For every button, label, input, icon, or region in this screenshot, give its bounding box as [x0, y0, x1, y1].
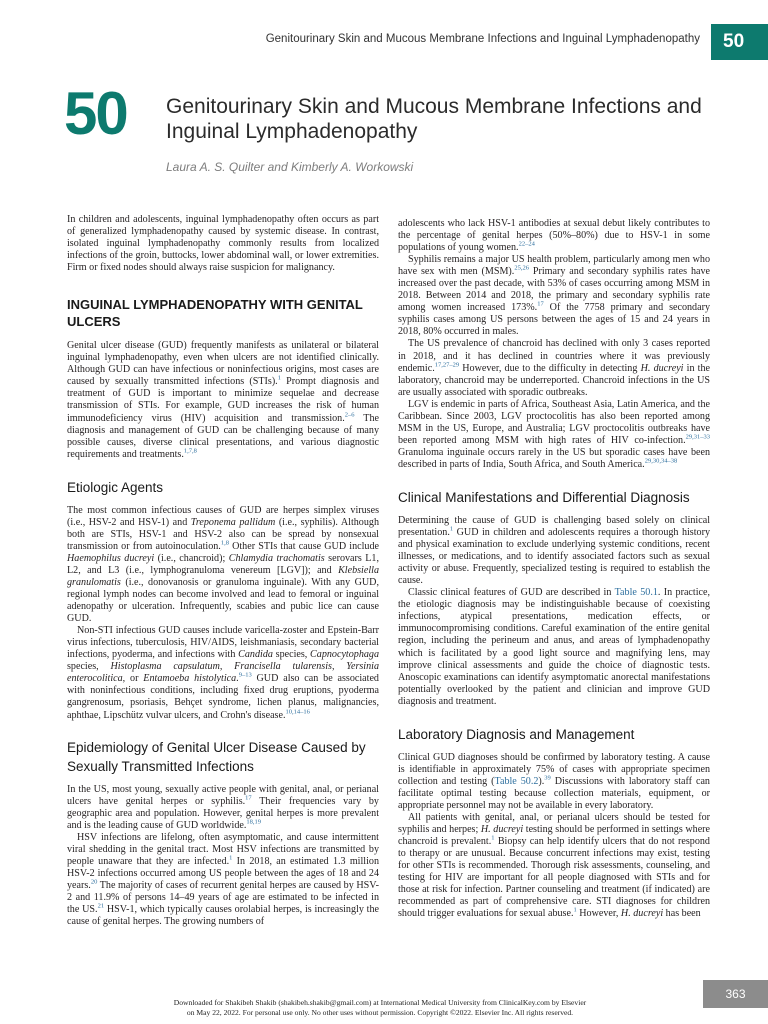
- citation-link[interactable]: 1: [277, 375, 281, 383]
- chapter-number: 50: [64, 80, 127, 147]
- syphilis-paragraph: Syphilis remains a major US health problem, particularly among men who have sex with men (MSM).$^{25,26}$ Primary and secondary syphilis rates have increased over the past decade, with 53% of cases occurring among MSM in 2018. Between 2014 and 2018, the primary and secondary syphilis rate among women increased 173%.$^{17}$ Of the 7758 primary and secondary syphilis cases among US persons between the ages of 15 and 24 years in 2018, 80% occurred in males.: [398, 254, 710, 338]
- footer-line-2: on May 22, 2022. For personal use only. No other uses without permission. Copyright ©2022. Elsevier Inc. All rights reserved.: [186, 1007, 574, 1017]
- citation-link[interactable]: 17: [537, 300, 544, 308]
- citation-link[interactable]: 1,7,8: [183, 447, 197, 455]
- etiologic-paragraph-2: Non-STI infectious GUD causes include varicella-zoster and Epstein-Barr virus infections, tuberculosis, HIV/AIDS, leishmaniasis, secondary bacterial infections, pyoderma, and infections with Candida species, Capnocytophaga species, Histoplasma capsulatum, Francisella tularensis, Yersinia enterocolitica, or Entamoeba histolytica.$^{9-13}$ GUD also can be associated with noninfectious conditions, including fixed drug eruptions, pyoderma gangrenosum, psoriasis, Behçet syndrome, lichen planus, malignancies, aphthae, Lipschütz vulvar ulcers, and Crohn's disease.$^{10,14-16}$: [67, 625, 380, 721]
- right-column: [398, 218, 710, 920]
- download-footer: [100, 998, 660, 1017]
- citation-link[interactable]: 22–24: [518, 240, 535, 248]
- left-column: [67, 214, 379, 928]
- corner-chapter-number: 50: [711, 24, 768, 60]
- epidemiology-paragraph-1: In the US, most young, sexually active people with genital, anal, or perianal ulcers have genital herpes or syphilis.$^{17}$ Their frequencies vary by geographic area and population. However, genital herpes is more prevalent and is the leading cause of GUD worldwide.$^{18,19}$: [67, 783, 379, 831]
- running-head: Genitourinary Skin and Mucous Membrane Infections and Inguinal Lymphadenopathy: [265, 33, 700, 45]
- citation-link[interactable]: 20: [90, 878, 98, 886]
- section-heading-clinical: Clinical Manifestations and Differential Diagnosis: [398, 489, 690, 505]
- citation-link[interactable]: 10,14–16: [285, 708, 310, 716]
- citation-link[interactable]: 25,26: [514, 264, 529, 272]
- chapter-authors: Laura A. S. Quilter and Kimberly A. Workowski: [166, 160, 414, 174]
- section-heading-etiologic: Etiologic Agents: [67, 479, 164, 495]
- footer-line-1: Downloaded for Shakibeh Shakib (shakibeh.shakib@gmail.com) at International Medical University from ClinicalKey.com by Elsevier: [173, 998, 587, 1007]
- page-number: 363: [703, 980, 768, 1008]
- citation-link[interactable]: 29,30,34–38: [644, 457, 678, 465]
- intro-paragraph: In children and adolescents, inguinal lymphadenopathy often occurs as part of generalized lymphadenopathy caused by systemic disease. In contrast, isolated inguinal lymphadenopathy commonly results from localized infections of the groin, buttocks, lower abdominal wall, or lower extremities. Firm or fixed nodes should always raise suspicion for malignancy.: [67, 214, 379, 274]
- citation-link[interactable]: 1,8: [220, 539, 229, 547]
- citation-link[interactable]: 18,19: [246, 818, 262, 826]
- citation-link[interactable]: 29,31–33: [685, 433, 710, 441]
- citation-link[interactable]: 1: [449, 525, 454, 533]
- chancroid-paragraph: The US prevalence of chancroid has declined with only 3 cases reported in 2018, and it has declined in countries where it was previously endemic.$^{17,27-29}$ However, due to the difficulty in detecting H. ducreyi in the laboratory, chancroid may be underreported. Chancroid infections in the US are usually associated with sporadic outbreaks.: [398, 338, 711, 398]
- continued-paragraph: adolescents who lack HSV-1 antibodies at sexual debut likely contributes to the percentage of genital herpes (50%–80%) due to HSV-1 in some populations of young women.$^{22-24}$: [398, 218, 710, 254]
- section-heading-epidemiology: Epidemiology of Genital Ulcer Disease Caused by Sexually Transmitted Infections: [67, 739, 366, 774]
- citation-link[interactable]: 1: [573, 906, 577, 914]
- citation-link[interactable]: 39: [544, 774, 551, 782]
- laboratory-paragraph-1: Clinical GUD diagnoses should be confirmed by laboratory testing. A cause is identifiable in approximately 75% of cases with appropriate specimen collection and testing (Table 50.2).$^{39}$ Discussions with laboratory staff can facilitate optimal testing because collection materials, equipment, or appropriate personnel may not be available in every laboratory.: [398, 751, 710, 811]
- gud-paragraph: Genital ulcer disease (GUD) frequently manifests as unilateral or bilateral inguinal lymphadenopathy, even when ulcers are not identified clinically. Although GUD can have infectious or noninfectious origins, most cases are caused by sexually transmitted infections (STIs).$^1$ Prompt diagnosis and treatment of GUD is important to minimize sequelae and decrease transmission of STIs. For example, GUD increases the risk of human immunodeficiency virus (HIV) acquisition and transmission.$^{2-6}$ The diagnosis and management of GUD can be challenging because of many possible causes, diverse clinical presentations, and various diagnostic requirements and treatments.$^{1,7,8}$: [67, 340, 379, 460]
- clinical-paragraph-2: Classic clinical features of GUD are described in Table 50.1. In practice, the etiologic diagnosis may be indistinguishable because of coexisting infections, atypical presentations, medication effects, or immunocompromising conditions. Careful examination of the entire genital region, including the perineum and anus, and areas of lymphadenopathy which is facilitated by a good light source and magnifying lens, may improve clinical assessments and guide the choice of diagnostic tests. Anoscopic examinations can identify asymptomatic anorectal manifestations potentially overlooked by the patient and clinician and improve GUD diagnosis and treatment.: [398, 587, 710, 707]
- citation-link[interactable]: 17: [245, 794, 252, 802]
- laboratory-paragraph-2: All patients with genital, anal, or perianal ulcers should be tested for syphilis and herpes; H. ducreyi testing should be performed in settings where chancroid is prevalent.$^1$ Biopsy can help identify ulcers that do not respond to therapy or are unusual. Because concurrent infections may exist, testing for other STIs is recommended. Thorough risk assessments, counseling, and testing for HIV are important for all people diagnosed with STIs and for those at risk for infection. Partner counseling and treatment (if indicated) are recommended as part of comprehensive care. STI diagnoses for children should trigger evaluations for sexual abuse.$^1$ However, H. ducreyi has been: [398, 811, 711, 920]
- citation-link[interactable]: 1: [491, 834, 495, 842]
- section-heading-laboratory: Laboratory Diagnosis and Management: [398, 726, 635, 742]
- epidemiology-paragraph-2: HSV infections are lifelong, often asymptomatic, and cause intermittent viral shedding in the genital tract. Most HSV infections are transmitted by people unaware that they are infected.$^1$ In 2018, an estimated 1.3 million HSV-2 infections occurred among US people between the ages of 18 and 24 years.$^{20}$ The majority of cases of recurrent genital herpes are caused by HSV-2 and 11.9% of persons 14–49 years of age are estimated to be infected in the US.$^{21}$ HSV-1, which typically causes orolabial herpes, is increasingly the cause of genital herpes. The growing numbers of: [67, 831, 380, 928]
- citation-link[interactable]: 21: [97, 902, 105, 910]
- citation-link[interactable]: 17,27–29: [434, 361, 460, 369]
- table-link[interactable]: Table 50.1: [614, 587, 658, 599]
- citation-link[interactable]: 2–6: [344, 411, 355, 419]
- table-link[interactable]: Table 50.2: [494, 775, 539, 787]
- citation-link[interactable]: 1: [229, 854, 233, 862]
- citation-link[interactable]: 9–13: [238, 672, 252, 679]
- lgv-paragraph: LGV is endemic in parts of Africa, Southeast Asia, Latin America, and the Caribbean. Since 2003, LGV proctocolitis has also been reported among MSM in the US, Europe, and Australia; LGV proctocolitis outbreaks have been reported among MSM with high rates of HIV co-infection.$^{29,31-33}$ Granuloma inguinale occurs rarely in the US but sporadic cases have been described in parts of India, South Africa, and South America.$^{29,30,34-38}$: [398, 398, 710, 470]
- etiologic-paragraph-1: The most common infectious causes of GUD are herpes simplex viruses (i.e., HSV-2 and HSV-1) and Treponema pallidum (i.e., syphilis). Although both are STIs, HSV-1 and HSV-2 also can be spread by nonsexual transmission or from autoinoculation.$^{1,8}$ Other STIs that cause GUD include Haemophilus ducreyi (i.e., chancroid); Chlamydia trachomatis serovars L1, L2, and L3 (i.e., lymphogranuloma venereum [LGV]); and Klebsiella granulomatis (i.e., donovanosis or granuloma inguinale). With any GUD, regional lymph nodes can become involved and lead to femoral or inguinal adenopathy or ulceration. Infrequently, scabies and pubic lice can cause GUD.: [67, 504, 379, 625]
- clinical-paragraph-1: Determining the cause of GUD is challenging based solely on clinical presentation.$^1$ GUD in children and adolescents requires a thorough history and physical examination to exclude underlying systemic conditions, recent illnesses, or medications, and to identify associated factors such as sexual activity or abuse. Frequently, specialized testing is required to establish the cause.: [398, 514, 710, 587]
- section-heading-inguinal: INGUINAL LYMPHADENOPATHY WITH GENITAL ULCERS: [67, 297, 363, 330]
- chapter-title: Genitourinary Skin and Mucous Membrane Infections and Inguinal Lymphadenopathy: [166, 95, 702, 143]
